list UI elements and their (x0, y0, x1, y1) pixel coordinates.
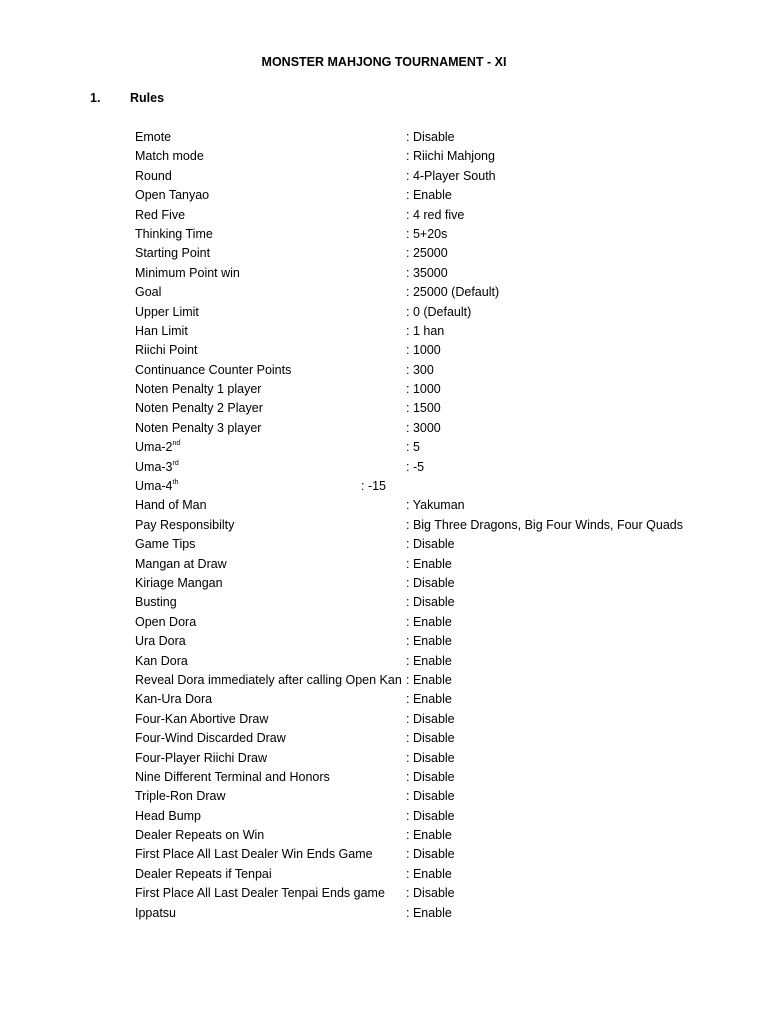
rule-label (135, 419, 261, 438)
rule-label-text: Nine Different Terminal and Honors (135, 769, 330, 784)
rule-value: : Enable (406, 653, 452, 668)
rule-label-text: Kan-Ura Dora (135, 692, 213, 707)
rule-value: : Enable (406, 634, 452, 649)
rule-label-text: Hand of Man (135, 498, 207, 513)
rule-label-text: Noten Penalty 2 Player (135, 401, 263, 416)
rule-label-text: Thinking Time (135, 226, 213, 241)
rule-label (135, 283, 161, 302)
rule-value: : Disable (406, 789, 455, 804)
rule-value: : 1 han (406, 323, 445, 338)
rule-label (135, 458, 179, 477)
rule-value: : 25000 (406, 246, 448, 261)
rule-label-text: Match mode (135, 149, 204, 164)
rule-row (135, 264, 735, 283)
rule-label-superscript: th (172, 479, 179, 487)
rule-label-text: Continuance Counter Points (135, 362, 292, 377)
rule-row (135, 496, 735, 515)
rule-value: : 4-Player South (406, 168, 496, 183)
rule-row (135, 884, 735, 903)
rule-label (135, 749, 267, 768)
rule-value: : Disable (406, 886, 455, 901)
document-title: MONSTER MAHJONG TOURNAMENT - XI (261, 55, 507, 69)
rule-label-text: Head Bump (135, 808, 202, 823)
rule-label (135, 904, 176, 923)
rule-label (135, 225, 213, 244)
rule-label-text: Game Tips (135, 537, 196, 552)
rule-value: : Disable (406, 537, 455, 552)
rule-value: : Enable (406, 188, 452, 203)
rule-value: : 3000 (406, 420, 441, 435)
rule-label-text: Four-Player Riichi Draw (135, 750, 267, 765)
rule-label-text: Goal (135, 285, 162, 300)
rule-label-text: Four-Kan Abortive Draw (135, 711, 269, 726)
rule-label-text: Han Limit (135, 323, 188, 338)
rule-label (135, 206, 185, 225)
rule-label-text: Dealer Repeats if Tenpai (135, 866, 272, 881)
rule-value: : 1000 (406, 382, 441, 397)
rule-row (135, 632, 735, 651)
rule-row (135, 652, 735, 671)
rule-row (135, 593, 735, 612)
rule-label-text: Ippatsu (135, 905, 177, 920)
rule-row (135, 399, 735, 418)
rule-row (135, 574, 735, 593)
rule-label (135, 807, 201, 826)
section-title: Rules (130, 91, 165, 105)
rule-row (135, 535, 735, 554)
rule-value: : 5+20s (406, 226, 448, 241)
rule-value: : Disable (406, 847, 455, 862)
rule-row (135, 303, 735, 322)
rule-row (135, 845, 735, 864)
rule-label-text: Noten Penalty 1 player (135, 382, 262, 397)
rule-label-text: Four-Wind Discarded Draw (135, 731, 286, 746)
rules-list (135, 128, 735, 923)
rule-label (135, 477, 178, 496)
rule-label (135, 593, 177, 612)
rule-value: : Enable (406, 672, 452, 687)
rule-label (135, 167, 172, 186)
rule-label (135, 690, 212, 709)
rule-label (135, 555, 227, 574)
rule-label-text: Round (135, 168, 172, 183)
rule-value: : Enable (406, 828, 452, 843)
rule-label (135, 768, 330, 787)
rule-label (135, 826, 264, 845)
rule-value: : Enable (406, 866, 452, 881)
rule-label-text: Emote (135, 130, 172, 144)
rule-row (135, 710, 735, 729)
rule-label (135, 865, 272, 884)
rule-label-text: Upper Limit (135, 304, 199, 319)
rule-label-text: Kiriage Mangan (135, 575, 223, 590)
rule-value: : Enable (406, 692, 452, 707)
rule-label-text: Dealer Repeats on Win (135, 828, 265, 843)
rule-row (135, 807, 735, 826)
rule-label (135, 303, 199, 322)
rule-row (135, 147, 735, 166)
rule-row (135, 826, 735, 845)
rule-value: : Riichi Mahjong (406, 149, 495, 164)
rule-label (135, 341, 198, 360)
rule-value: : Disable (406, 808, 455, 823)
rule-label (135, 516, 234, 535)
rule-label-text: Uma-2 (135, 440, 173, 455)
rule-value: : Enable (406, 905, 452, 920)
rule-label (135, 652, 188, 671)
rule-row (135, 768, 735, 787)
section-number: 1. (90, 91, 101, 105)
rule-value: : Enable (406, 556, 452, 571)
rule-label (135, 244, 210, 263)
rule-label (135, 632, 186, 651)
rule-label (135, 361, 291, 380)
rule-row (135, 787, 735, 806)
rule-label (135, 496, 207, 515)
rule-row (135, 613, 735, 632)
rule-value: : Disable (406, 711, 455, 726)
rule-value: : -15 (361, 479, 387, 494)
rule-label-text: Reveal Dora immediately after calling Open Kan (135, 672, 402, 687)
rule-value: : Disable (406, 769, 455, 784)
rule-label-text: First Place All Last Dealer Win Ends Game (135, 847, 373, 862)
rule-label (135, 845, 373, 864)
rule-row (135, 865, 735, 884)
rule-row (135, 749, 735, 768)
rule-value: : 25000 (Default) (406, 285, 500, 300)
rule-label (135, 671, 402, 690)
rule-row (135, 555, 735, 574)
rule-row (135, 904, 735, 923)
rule-label (135, 322, 188, 341)
rule-label (135, 613, 196, 632)
rule-label-text: Red Five (135, 207, 186, 222)
rule-value: : 1500 (406, 401, 441, 416)
rule-label-text: Starting Point (135, 246, 211, 261)
rule-row (135, 283, 735, 302)
rule-row (135, 729, 735, 748)
rule-row (135, 225, 735, 244)
rule-label (135, 147, 204, 166)
rule-row (135, 380, 735, 399)
rule-label (135, 186, 209, 205)
rule-label (135, 787, 226, 806)
rule-label-text: Triple-Ron Draw (135, 789, 226, 804)
rule-row (135, 690, 735, 709)
rule-label-text: Uma-3 (135, 459, 173, 474)
rule-label-text: Pay Responsibilty (135, 517, 235, 532)
rule-label (135, 264, 240, 283)
rule-label-text: Noten Penalty 3 player (135, 420, 262, 435)
rule-label (135, 729, 286, 748)
rule-label-text: Busting (135, 595, 177, 610)
rule-row (135, 361, 735, 380)
rule-row (135, 186, 735, 205)
rule-label-text: Uma-4 (135, 479, 173, 494)
rule-value: : 35000 (406, 265, 448, 280)
rule-label-text: Mangan at Draw (135, 556, 227, 571)
rule-row (135, 477, 735, 496)
rule-label-text: Minimum Point win (135, 265, 240, 280)
rule-row (135, 128, 735, 147)
rule-value: : Disable (406, 750, 455, 765)
rule-label-superscript: rd (172, 459, 179, 467)
rule-label (135, 884, 385, 903)
rule-label-text: Open Tanyao (135, 188, 210, 203)
rule-label-superscript: nd (172, 440, 181, 448)
rule-value: : Big Three Dragons, Big Four Winds, Four Quads (406, 517, 683, 532)
rule-value: : 5 (406, 440, 420, 455)
rule-value: : -5 (406, 459, 425, 474)
rule-value: : Disable (406, 575, 455, 590)
rule-label (135, 399, 263, 418)
rule-row (135, 516, 735, 535)
rule-value: : Enable (406, 614, 452, 629)
rule-label (135, 535, 195, 554)
rule-label (135, 710, 268, 729)
rule-label-text: Open Dora (135, 614, 197, 629)
rule-row (135, 671, 735, 690)
rule-label-text: Kan Dora (135, 653, 188, 668)
rule-row (135, 419, 735, 438)
rule-row (135, 322, 735, 341)
rule-row (135, 244, 735, 263)
rule-label-text: First Place All Last Dealer Tenpai Ends game (135, 886, 385, 901)
rule-row (135, 438, 735, 457)
rule-label (135, 128, 171, 147)
rule-value: : Disable (406, 731, 455, 746)
rule-row (135, 206, 735, 225)
rule-label (135, 574, 223, 593)
rule-value: : Yakuman (406, 498, 465, 513)
rule-value: : Disable (406, 130, 455, 144)
rule-value: : 0 (Default) (406, 304, 472, 319)
rule-label-text: Riichi Point (135, 343, 198, 358)
rule-row (135, 458, 735, 477)
rule-value: : 4 red five (406, 207, 465, 222)
rule-label (135, 380, 261, 399)
rule-value: : Disable (406, 595, 455, 610)
rule-row (135, 341, 735, 360)
rule-row (135, 167, 735, 186)
rule-label-text: Ura Dora (135, 634, 186, 649)
rule-value: : 1000 (406, 343, 441, 358)
rule-value: : 300 (406, 362, 434, 377)
rule-label (135, 438, 180, 457)
